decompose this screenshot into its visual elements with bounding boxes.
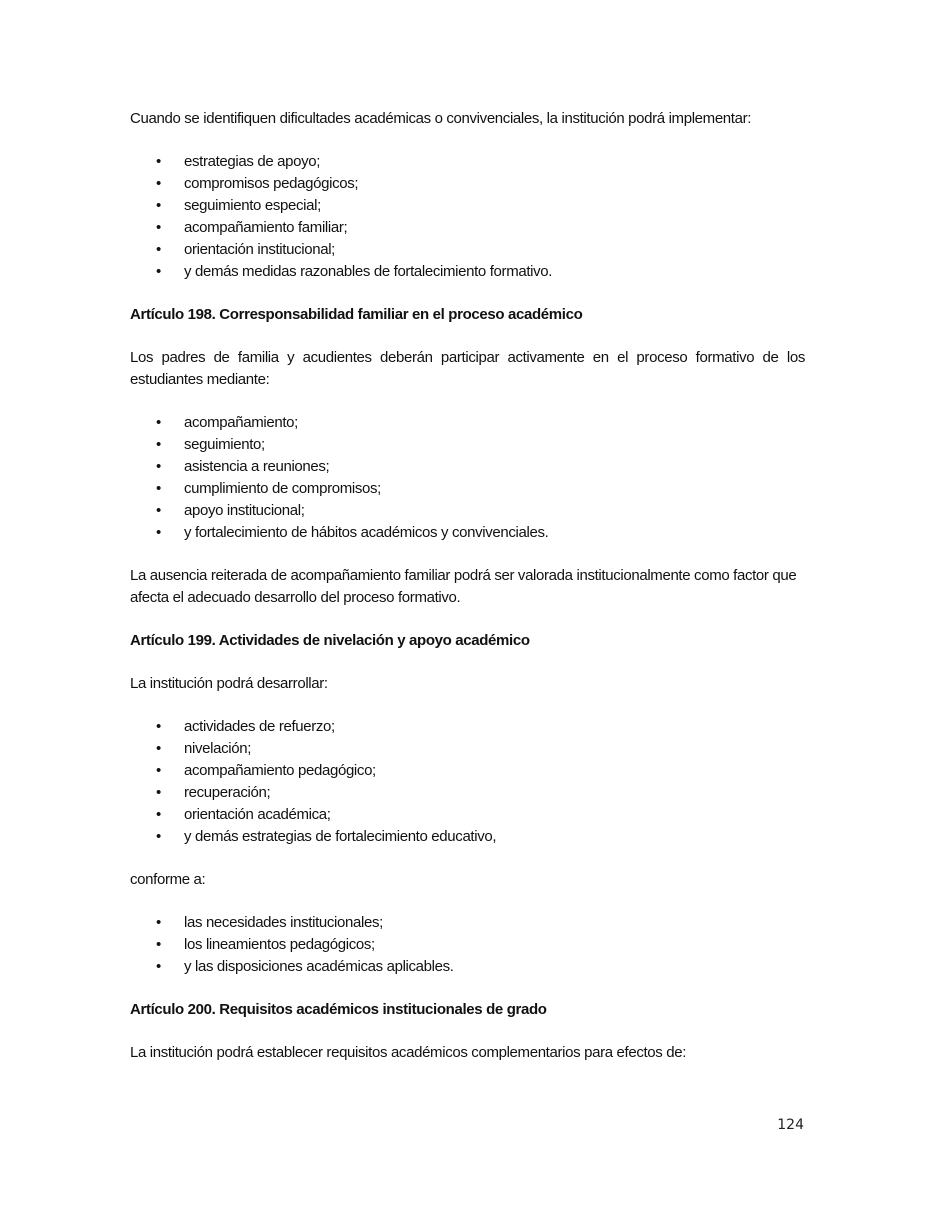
document-page <box>130 108 805 1085</box>
article-198-heading: Artículo 198. Corresponsabilidad familiar en el proceso académico <box>130 306 583 323</box>
list-item: • cumplimiento de compromisos; <box>130 478 805 500</box>
list-item: • apoyo institucional; <box>130 500 805 522</box>
article-199-heading: Artículo 199. Actividades de nivelación y apoyo académico <box>130 632 530 649</box>
intro-measures-list <box>130 151 805 283</box>
family-participation-list <box>130 412 805 544</box>
list-item: • y las disposiciones académicas aplicables. <box>130 956 805 978</box>
list-item: • y demás estrategias de fortalecimiento educativo, <box>130 826 805 848</box>
list-item: • nivelación; <box>130 738 805 760</box>
conforme-paragraph: conforme a: <box>130 871 206 888</box>
list-item: • los lineamientos pedagógicos; <box>130 934 805 956</box>
list-item: • seguimiento especial; <box>130 195 805 217</box>
list-item: • orientación académica; <box>130 804 805 826</box>
list-item: • compromisos pedagógicos; <box>130 173 805 195</box>
list-item: • las necesidades institucionales; <box>130 912 805 934</box>
list-item: • acompañamiento familiar; <box>130 217 805 239</box>
list-item: • recuperación; <box>130 782 805 804</box>
list-item: • actividades de refuerzo; <box>130 716 805 738</box>
intro-paragraph: Cuando se identifiquen dificultades académicas o convivenciales, la institución podrá implementar: <box>130 110 752 127</box>
conforme-list <box>130 912 805 978</box>
list-item: • acompañamiento; <box>130 412 805 434</box>
list-item: • acompañamiento pedagógico; <box>130 760 805 782</box>
article-200-paragraph: La institución podrá establecer requisitos académicos complementarios para efectos de: <box>130 1044 687 1061</box>
article-200-heading: Artículo 200. Requisitos académicos institucionales de grado <box>130 1001 547 1018</box>
list-item: • asistencia a reuniones; <box>130 456 805 478</box>
article-198-paragraph: Los padres de familia y acudientes deberán participar activamente en el proceso formativo de los estudiantes mediante: <box>130 349 805 388</box>
article-198-note: La ausencia reiterada de acompañamiento familiar podrá ser valorada institucionalmente como factor que afecta el adecuado desarrollo del proceso formativo. <box>130 567 797 606</box>
list-item: • orientación institucional; <box>130 239 805 261</box>
article-199-paragraph: La institución podrá desarrollar: <box>130 675 328 692</box>
list-item: • estrategias de apoyo; <box>130 151 805 173</box>
page-number: 124 <box>777 1117 804 1133</box>
list-item: • y fortalecimiento de hábitos académicos y convivenciales. <box>130 522 805 544</box>
list-item: • seguimiento; <box>130 434 805 456</box>
list-item: • y demás medidas razonables de fortalecimiento formativo. <box>130 261 805 283</box>
activities-list <box>130 716 805 848</box>
